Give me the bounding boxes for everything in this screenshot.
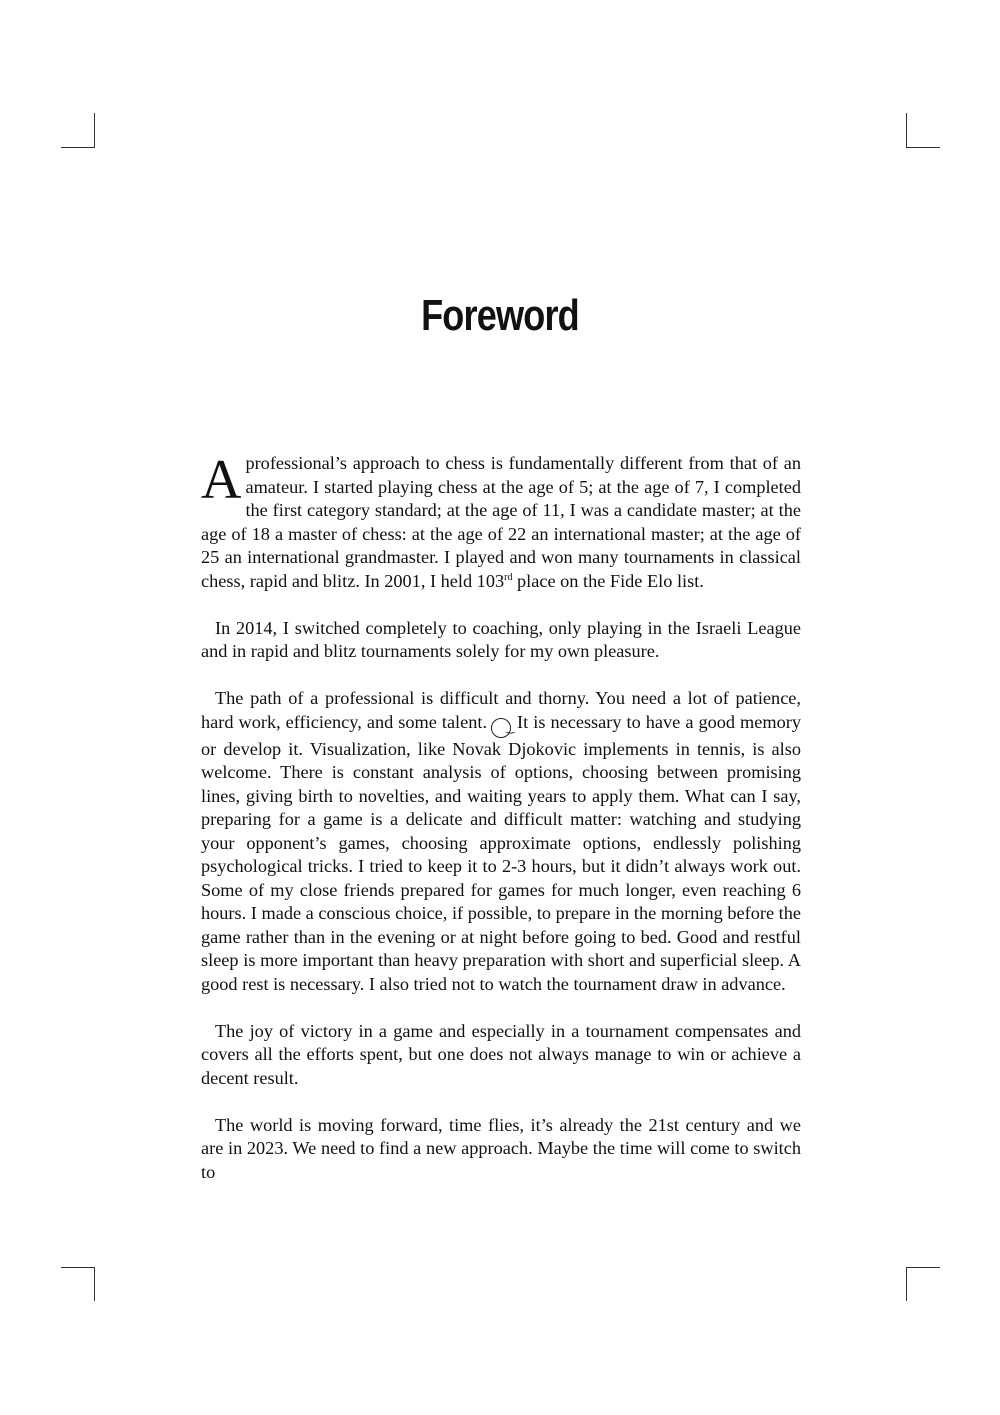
crop-mark-top-left-h <box>61 147 95 148</box>
paragraph-4: The joy of victory in a game and especially in a tournament compensates and covers all the efforts spent, but one does not always manage to win or achieve a decent result. <box>201 1020 801 1088</box>
crop-mark-top-right-v <box>906 113 907 147</box>
crop-mark-bottom-left-h <box>61 1267 95 1268</box>
page-title: Foreword <box>421 291 579 340</box>
paragraph-2: In 2014, I switched completely to coaching, only playing in the Israeli League and in rapid and blitz tournaments solely for my own pleasure. <box>201 617 801 661</box>
crop-mark-bottom-left-v <box>94 1267 95 1301</box>
drop-cap: A <box>201 449 242 511</box>
crop-mark-top-left-v <box>94 113 95 147</box>
paragraph-3 <box>201 687 801 996</box>
crop-mark-bottom-right-v <box>906 1267 907 1301</box>
paragraph-1-text-end: place on the Fide Elo list. <box>512 570 704 591</box>
paragraph-3-text: The path of a professional is difficult and thorny. You need a lot of patience, hard work, efficiency, and some talent. <box>201 688 801 732</box>
wink-smiley-icon: ‿ <box>491 718 511 738</box>
paragraph-5: The world is moving forward, time flies, it’s already the 21st century and we are in 2023. We need to find a new approach. Maybe the time will come to switch to <box>201 1114 801 1182</box>
paragraph-1 <box>201 449 801 593</box>
crop-mark-bottom-right-h <box>906 1267 940 1268</box>
ordinal-suffix: rd <box>504 571 513 583</box>
paragraph-1-text: professional’s approach to chess is fundamentally different from that of an amateur. I started playing chess at the age of 5; at the age of 7, I completed the first category standard; at the age of 11, I was a candidate master; at the age of 18 a master of chess: at the age of 22 an international master; at the age of 25 an international grandmaster. I played and won many tournaments in classical chess, rapid and blitz. In 2001, I held 103 <box>201 453 801 591</box>
paragraph-3-text-end: It is necessary to have a good memory or develop it. Visualization, like Novak Djokovic implements in tennis, is also welcome. There is constant analysis of options, choosing between promising lines, giving birth to novelties, and waiting years to apply them. What can I say, preparing for a game is a delicate and difficult matter: watching and studying your opponent’s games, choosing approximate options, endlessly polishing psychological tricks. I tried to keep it to 2-3 hours, but it didn’t always work out. Some of my close friends prepared for games for much longer, even reaching 6 hours. I made a conscious choice, if possible, to prepare in the morning before the game rather than in the evening or at night before going to bed. Good and restful sleep is more important than heavy preparation with short and superficial sleep. A good rest is necessary. I also tried not to watch the tournament draw in advance. <box>201 711 801 994</box>
body-text <box>201 449 801 1208</box>
crop-mark-top-right-h <box>906 147 940 148</box>
